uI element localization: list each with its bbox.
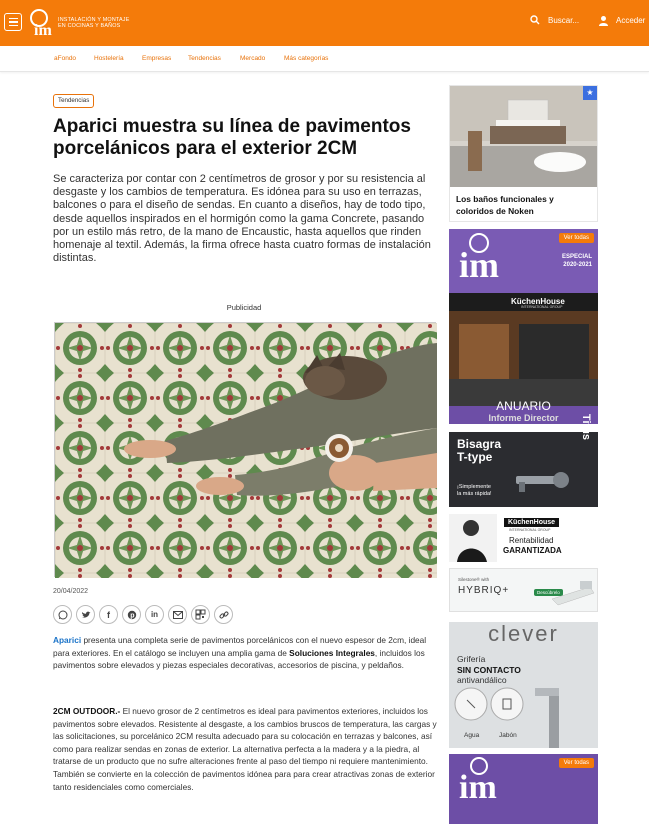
search-icon xyxy=(530,15,540,25)
twitter-share-button[interactable] xyxy=(76,605,95,624)
search-label: Buscar... xyxy=(548,15,580,25)
user-icon xyxy=(598,15,609,26)
titus-claim2: la más rápida! xyxy=(457,491,492,497)
ver-todas-button[interactable]: Ver todas xyxy=(559,233,594,243)
featured-card-title: Los baños funcionales y coloridos de Noken xyxy=(456,194,554,216)
titus-line2: T-type xyxy=(457,450,493,464)
anuario-sponsor-sub: INTERNATIONAL GROUP xyxy=(521,305,563,309)
pinterest-icon xyxy=(127,610,137,620)
twitter-icon xyxy=(81,610,91,620)
kuchenhouse-ad[interactable] xyxy=(449,514,598,562)
link-icon xyxy=(219,610,229,620)
kuchenhouse-line1: Rentabilidad xyxy=(509,536,554,545)
svg-text:im: im xyxy=(459,245,499,285)
anuario-especial: ESPECIAL xyxy=(561,254,592,260)
anuario-year: 2020-2021 xyxy=(563,262,592,268)
kuchenhouse-brand: KüchenHouse xyxy=(504,518,559,527)
featured-star-icon: ★ xyxy=(583,86,597,100)
ad-label: Publicidad xyxy=(226,303,262,312)
article-title: Aparici muestra su línea de pavimentos porcelánicos para el exterior 2CM xyxy=(53,116,411,159)
copy-link-button[interactable] xyxy=(214,605,233,624)
clever-line1: Grifería xyxy=(457,654,486,664)
share-buttons xyxy=(53,605,233,624)
nav-item-hosteleria[interactable]: Hostelería xyxy=(94,55,124,62)
aparici-link[interactable]: Aparici xyxy=(53,635,82,645)
bathroom-photo xyxy=(450,86,597,187)
clever-line3: antivandálico xyxy=(457,675,507,685)
anuario-footer: Informe Director xyxy=(488,413,559,423)
login-button[interactable] xyxy=(598,15,645,26)
nav-item-mas-categorias[interactable]: Más categorías xyxy=(284,55,329,62)
clever-ad[interactable] xyxy=(449,622,598,748)
article-paragraph-2: 2CM OUTDOOR.- El nuevo grosor de 2 centímetros es ideal para pavimentos exteriores, incluidos los pavimentos sobre elevados. Resistente al desgaste, a los cambios bruscos de temperatura, las cargas y las solicitaciones, su porcelánico 2CM resulta adecuado para su colocación en terrazas y balcones, así como para realizar sendas en zonas de exterior. La alternativa perfecta a la madera y a la piedra, al tratarse de un producto que no sufre alteraciones frente al paso del tiempo ni requiere mantenimiento. También se convierte en la colección de pavimentos idónea para para crear atractivas zonas de exterior tanto residenciales como comerciales. xyxy=(53,706,437,792)
kuchenhouse-photo xyxy=(449,514,497,562)
qr-icon xyxy=(196,610,205,619)
article-lead: Se caracteriza por contar con 2 centímetros de grosor y por su resistencia al desgaste y los cambios de temperatura. Es idónea para su uso en terrazas, balcones o para el diseño de sendas. En cuanto a diseños, hay de todo tipo, desde aquellos inspirados en el hormigón como la gama Concrete, pasando por un estilo más retro, de la mano de Encaustic, hasta aquellos que rinden homenaje al textil. Además, la firma ofrece hasta cuatro formas de instalación distintas. xyxy=(53,173,431,265)
email-share-button[interactable] xyxy=(168,605,187,624)
qr-share-button[interactable] xyxy=(191,605,210,624)
top-header xyxy=(0,0,649,46)
svg-text:im: im xyxy=(459,769,497,806)
facebook-icon: f xyxy=(107,609,110,620)
pinterest-share-button[interactable] xyxy=(122,605,141,624)
hybriq-pre: Silestone® with xyxy=(458,577,490,582)
nav-item-empresas[interactable]: Empresas xyxy=(142,55,172,62)
kuchenhouse-line2: GARANTIZADA xyxy=(503,546,562,555)
search-button[interactable] xyxy=(530,15,579,25)
linkedin-share-button[interactable] xyxy=(145,605,164,624)
clever-label-agua: Agua xyxy=(464,732,480,739)
hybriq-ad[interactable] xyxy=(449,568,598,612)
article-main-image[interactable] xyxy=(54,322,436,577)
email-icon xyxy=(173,611,183,619)
article-date: 20/04/2022 xyxy=(53,588,89,595)
clever-line2: SIN CONTACTO xyxy=(457,664,521,675)
im-magazine-ad[interactable] xyxy=(449,754,598,824)
logo-tagline: INSTALACIÓN Y MONTAJE EN COCINAS Y BAÑOS xyxy=(58,17,130,29)
svg-text:p: p xyxy=(129,612,135,620)
clever-label-jabon: Jabón xyxy=(499,732,517,739)
titus-brand: Titus xyxy=(580,413,592,440)
titus-claim1: ¡Simplemente xyxy=(457,484,491,490)
nav-item-afondo[interactable]: aFondo xyxy=(54,55,77,62)
hamburger-menu-button[interactable] xyxy=(4,13,22,31)
tile-floor-photo xyxy=(55,323,437,578)
hybriq-cta-button[interactable]: Descúbrelo xyxy=(534,589,563,596)
login-label: Acceder xyxy=(616,16,646,25)
svg-text:im: im xyxy=(34,22,52,39)
nav-item-mercado[interactable]: Mercado xyxy=(240,55,266,62)
hinge-image xyxy=(511,462,571,497)
whatsapp-icon xyxy=(58,610,68,620)
ver-todas-button-2[interactable]: Ver todas xyxy=(559,758,594,768)
hybriq-product xyxy=(550,577,596,607)
facebook-share-button[interactable] xyxy=(99,605,118,624)
linkedin-icon: in xyxy=(150,610,159,619)
featured-article-card[interactable] xyxy=(449,85,598,222)
anuario-label: ANUARIO xyxy=(496,399,551,413)
titus-line1: Bisagra xyxy=(457,437,502,451)
anuario-ad[interactable] xyxy=(449,229,598,424)
nav-item-tendencias[interactable]: Tendencias xyxy=(188,55,221,62)
whatsapp-share-button[interactable] xyxy=(53,605,72,624)
hybriq-brand: HYBRIQ+ xyxy=(458,585,510,596)
kuchenhouse-sub: INTERNATIONAL GROUP xyxy=(509,528,551,532)
category-tag[interactable]: Tendencias xyxy=(53,94,94,108)
category-nav xyxy=(0,46,649,72)
anuario-sponsor: KüchenHouse xyxy=(511,297,565,306)
clever-brand: clever xyxy=(488,621,559,646)
article-paragraph-1: Aparici presenta una completa serie de pavimentos porcelánicos con el nuevo espesor de 2cm, ideal para exteriores. En el catálogo se incluyen una amplia gama de Soluciones Integrales, incluidos los pavimentos sobre elevados y piezas especiales decorativas, accesorios de piscina, y peldaños. xyxy=(53,635,427,671)
im-logo[interactable] xyxy=(30,9,56,37)
